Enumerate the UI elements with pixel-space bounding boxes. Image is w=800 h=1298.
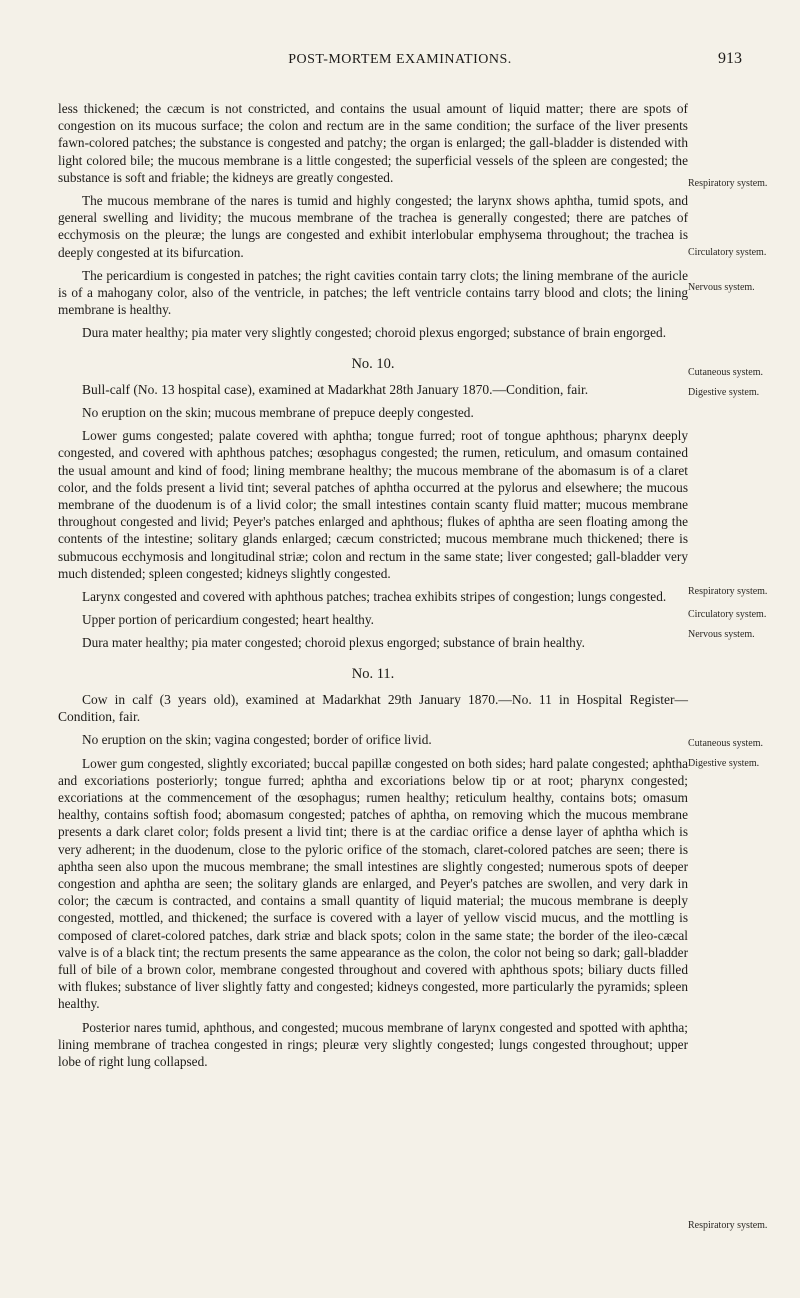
running-title: POST-MORTEM EXAMINATIONS. bbox=[288, 52, 512, 67]
paragraph: The pericardium is congested in patches; the right cavities contain tarry clots; the lining membrane of the auricle is of a mahogany color, also of the ventricle, in patches; the left ventricle contains tarry blood and clots; the lining membrane is healthy. bbox=[58, 267, 688, 318]
sidenote-digestive: Digestive system. bbox=[688, 387, 760, 398]
case-heading: No. 10. bbox=[351, 355, 395, 372]
case-intro: Bull-calf (No. 13 hospital case), examined at Madarkhat 28th January 1870.—Condition, fair. bbox=[82, 381, 589, 397]
sidenote-nervous: Nervous system. bbox=[688, 629, 755, 640]
page-number: 913 bbox=[718, 50, 742, 67]
sidenote-cutaneous: Cutaneous system. bbox=[688, 738, 763, 749]
paragraph: Dura mater healthy; pia mater very slightly congested; choroid plexus engorged; substance of brain engorged. bbox=[82, 325, 667, 341]
sidenote-respiratory: Respiratory system. bbox=[688, 178, 768, 189]
paragraph: The mucous membrane of the nares is tumid and highly congested; the larynx shows aphtha, tumid spots, and general swelling and lividity; the mucous membrane of the trachea is generally congested; there are patches of ecchymosis on the pleuræ; the lungs are congested and exhibit interlobular emphysema throughout; the trachea is deeply congested at its bifurcation. bbox=[58, 193, 688, 260]
main-text bbox=[58, 100, 688, 1076]
sidenote-respiratory: Respiratory system. bbox=[688, 1220, 768, 1231]
paragraph: Dura mater healthy; pia mater congested; choroid plexus engorged; substance of brain healthy. bbox=[82, 635, 585, 651]
sidenote-respiratory: Respiratory system. bbox=[688, 586, 768, 597]
sidenote-cutaneous: Cutaneous system. bbox=[688, 367, 763, 378]
case-intro: Cow in calf (3 years old), examined at Madarkhat 29th January 1870.—No. 11 in Hospital Register—Condition, fair. bbox=[58, 691, 688, 725]
paragraph: Posterior nares tumid, aphthous, and congested; mucous membrane of larynx congested and spotted with aphtha; lining membrane of trachea congested in rings; pleuræ very slightly congested; lungs congested throughout; upper lobe of right lung collapsed. bbox=[58, 1019, 688, 1069]
sidenote-circulatory: Circulatory system. bbox=[688, 247, 767, 258]
sidenote-nervous: Nervous system. bbox=[688, 282, 755, 293]
paragraph: No eruption on the skin; mucous membrane of prepuce deeply congested. bbox=[82, 405, 474, 421]
paragraph: Larynx congested and covered with aphthous patches; trachea exhibits stripes of congestion; lungs congested. bbox=[82, 589, 667, 605]
paragraph: Upper portion of pericardium congested; heart healthy. bbox=[82, 612, 374, 628]
paragraph: Lower gums congested; palate covered with aphtha; tongue furred; root of tongue aphthous; pharynx deeply congested, and covered with aphthous patches; œsophagus congested; the rumen, reticulum, and omasum contained the usual amount and kind of food; lining membrane healthy; the mucous membrane of the abomasum is of a claret color, and the folds present a livid tint; several patches of aphtha occurred at the pylorus and elsewhere; the mucous membrane of the duodenum is of a livid color; the small intestines contain scanty fluid matter; mucous membrane throughout congested and livid; Peyer's patches enlarged and aphthous; flukes of aphtha are seen floating among the contents of the intestine; solitary glands enlarged; cæcum constricted; mucous membrane much thickened; there is submucous ecchymosis and longitudinal striæ; colon and rectum in the same state; liver congested; gall-bladder very much distended; spleen congested; kidneys slightly congested. bbox=[58, 428, 688, 581]
sidenote-digestive: Digestive system. bbox=[688, 758, 760, 769]
sidenote-circulatory: Circulatory system. bbox=[688, 609, 767, 620]
paragraph: No eruption on the skin; vagina congested; border of orifice livid. bbox=[82, 732, 432, 748]
paragraph: less thickened; the cæcum is not constricted, and contains the usual amount of liquid matter; there are spots of congestion on its mucous surface; the colon and rectum are in the same condition; the surface of the liver presents fawn-colored patches; the substance is congested and patchy; the organ is enlarged; the gall-bladder is distended with light colored bile; the mucous membrane is a little congested; the superficial vessels of the spleen are congested; the substance is soft and friable; the kidneys are greatly congested. bbox=[58, 101, 688, 185]
paragraph: Lower gum congested, slightly excoriated; buccal papillæ congested on both sides; hard palate congested; aphtha and excoriations posteriorly; tongue furred; aphtha and excoriations below tip or at root; pharynx congested; excoriations at the commencement of the œsophagus; rumen healthy; reticulum healthy, contains bots; omasum healthy, contains softish food; abomasum congested; patches of aphtha, on removing which the mucous membrane presents a dark claret color; folds present a livid tint; there is at the cardiac orifice a dense layer of aphtha which is very adherent; in the duodenum, close to the pyloric orifice of the stomach, claret-colored patches are seen; there is aphtha seen also upon the mucous membrane; the small intestines are slightly congested; numerous spots of deeper congestion and aphtha are seen; the solitary glands are enlarged, and Peyer's patches are swollen, and very dark in color; the cæcum is contracted, and contains a small quantity of liquid material; the mucous membrane is deeply congested, mottled, and thickened; the surface is covered with a layer of yellow viscid mucus, and the mottling is composed of claret-colored patches, dark striæ and black spots; colon in the same state; the border of the ileo-cæcal valve is of a black tint; the rectum presents the same appearance as the colon, the color not being so dark; gall-bladder full of bile of a brown color, membrane congested throughout and covered with aphthous spots; biliary ducts filled with flukes; substance of liver slightly fatty and congested; kidneys congested, more particularly the pyramids; spleen healthy. bbox=[58, 755, 688, 1012]
case-heading: No. 11. bbox=[351, 665, 395, 682]
